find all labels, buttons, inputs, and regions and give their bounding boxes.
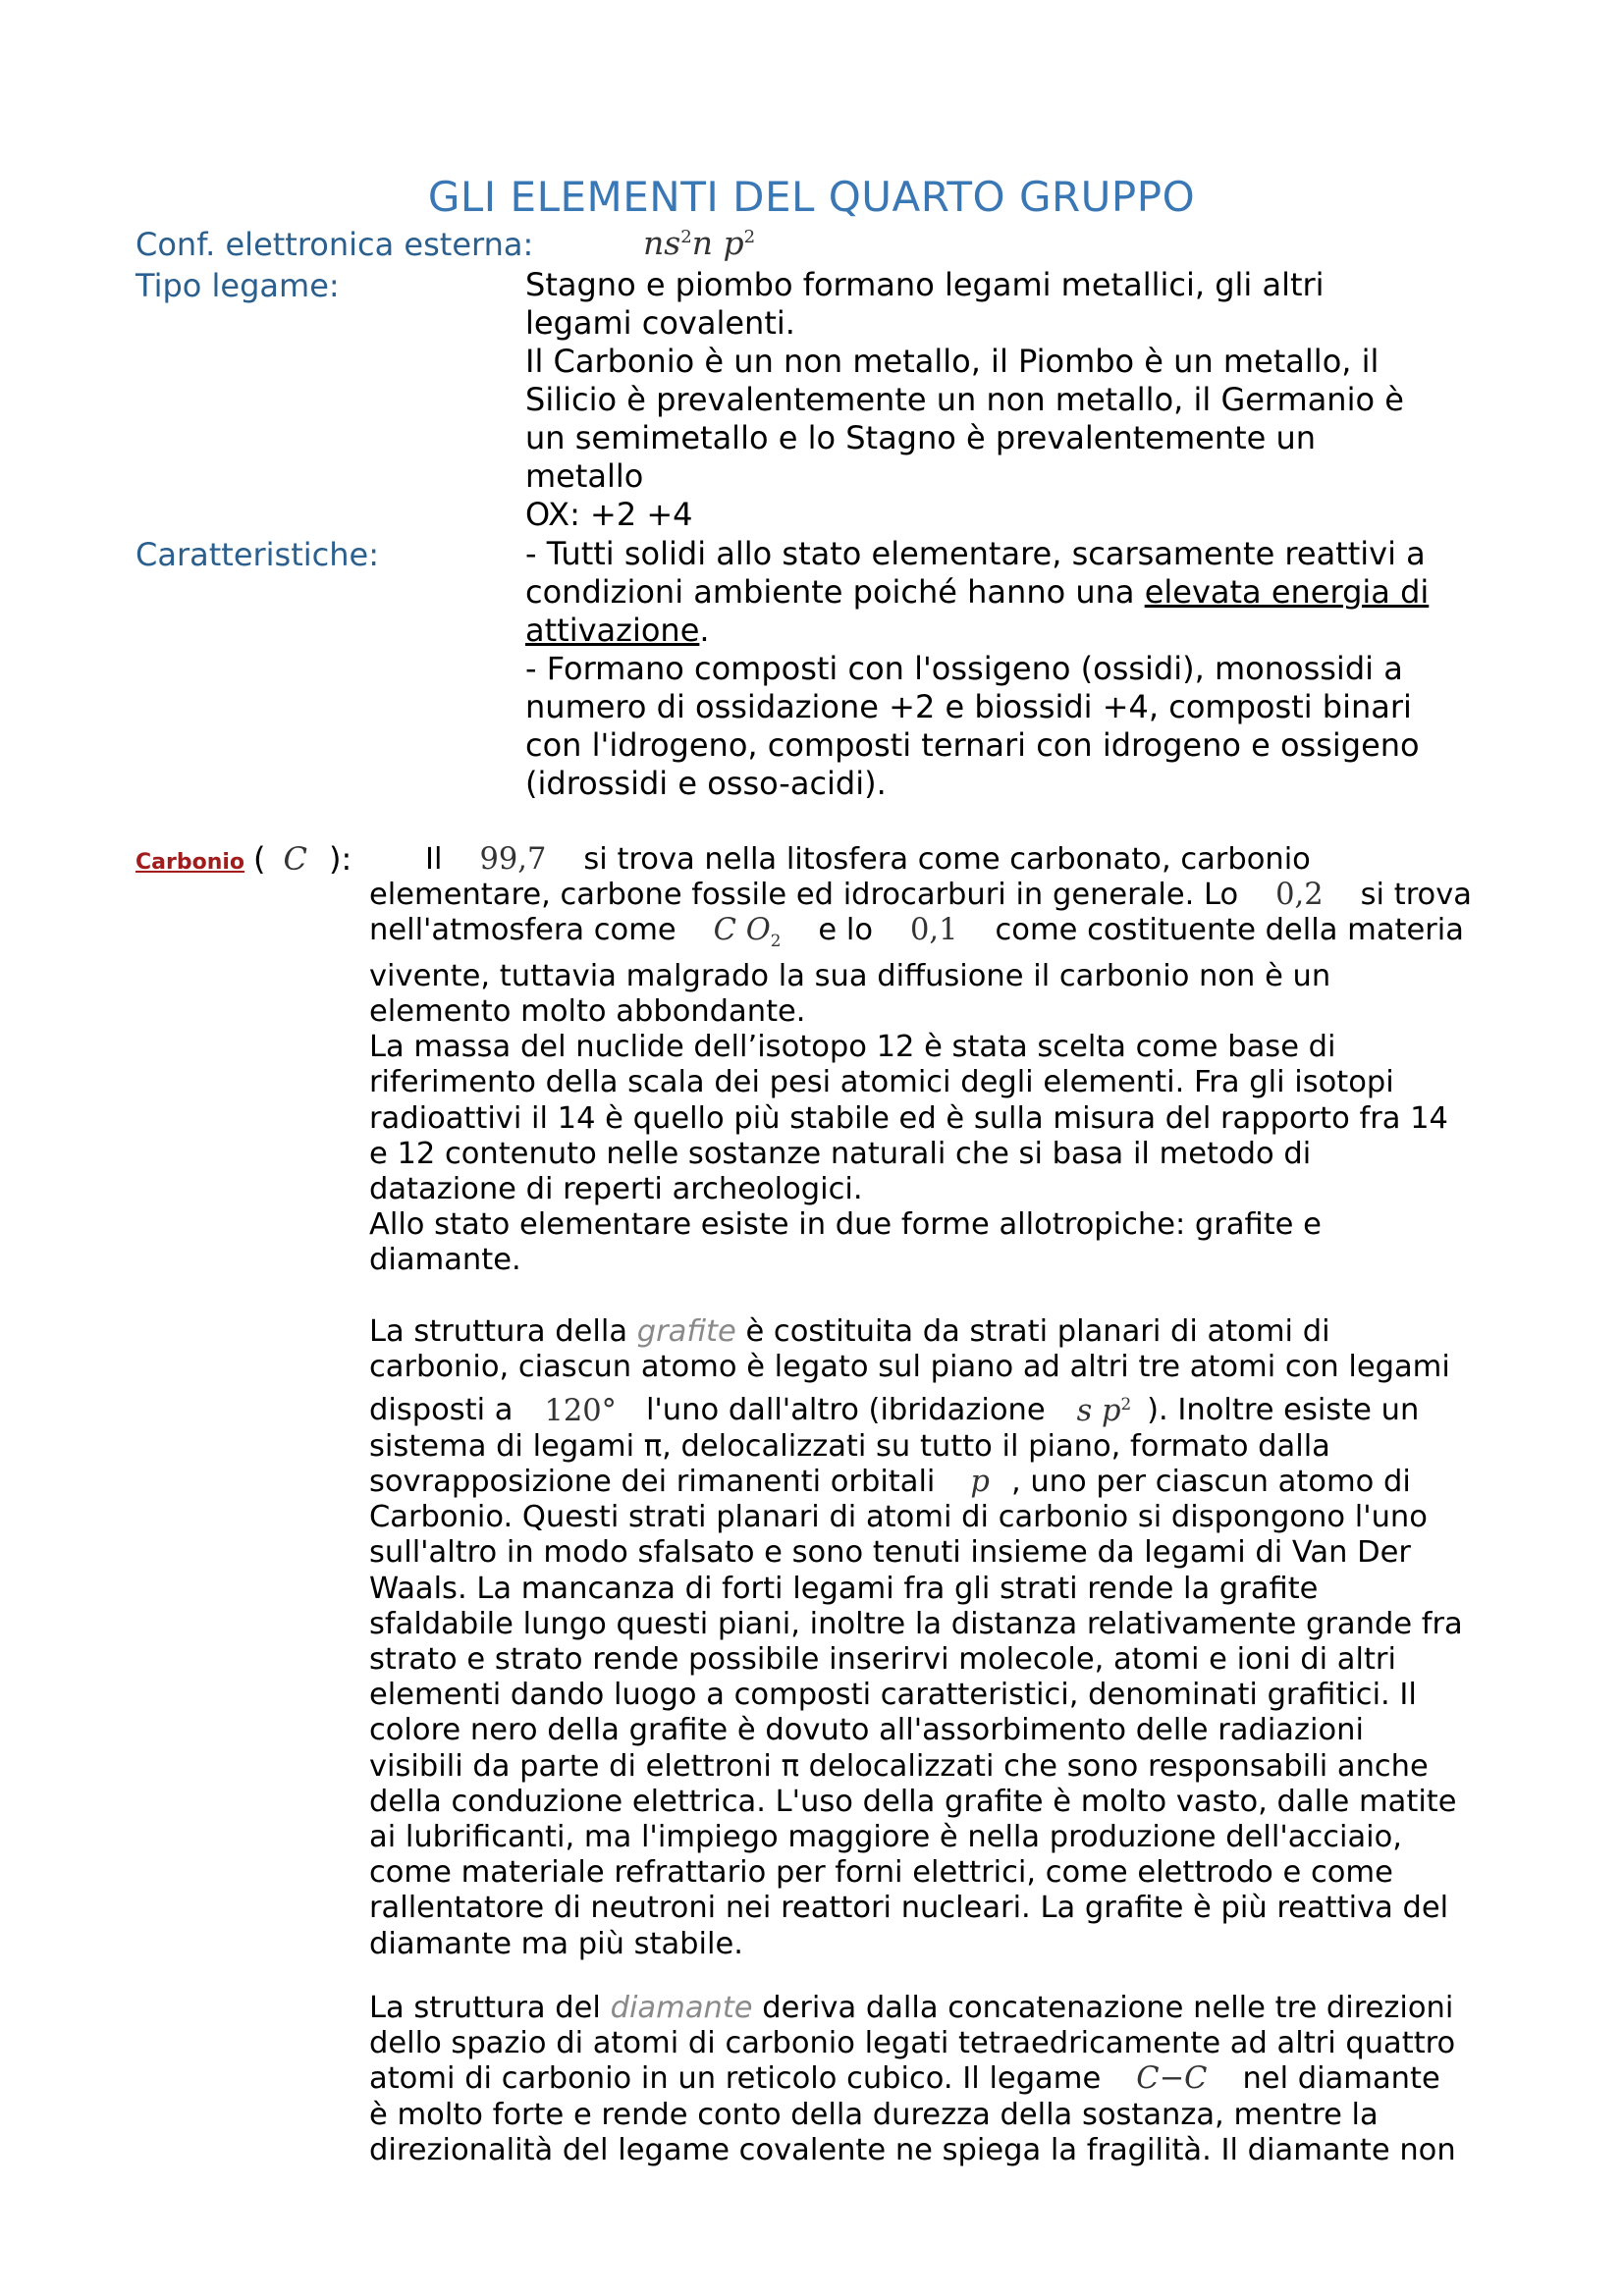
tipo-text (525, 266, 1488, 534)
caratt-label: Caratteristiche: (135, 536, 379, 573)
underlined-term: elevata energia di (1144, 573, 1430, 611)
grafite-paragraph: La struttura della grafite è costituita da strati planari di atomi di carbonio, ciascun atomo è legato sul piano ad altri tre atomi con legami disposti a 120° l'uno dall'altro (ibridazione s $p^2$ ). Inoltre esiste un sistema di legami π, delocalizzati su tutto il piano, formato dalla sovrapposizione dei rimanenti orbitali p , uno per ciascun atomo di Carbonio. Questi strati planari di atomi di carbonio si dispongono l'uno sull'altro in modo sfalsato e sono tenuti insieme da legami di Van Der Waals. La mancanza di forti legami fra gli strati rende la grafite sfaldabile lungo questi piani, inoltre la distanza relativamente grande fra strato e strato rende possibile inserirvi molecole, atomi e ioni di altri elementi dando luogo a composti caratteristici, denominati grafitici. Il colore nero della grafite è dovuto all'assorbimento delle radiazioni visibili da parte di elettroni π delocalizzati che sono responsabili anche della conduzione elettrica. L'uso della grafite è molto vasto, dalle matite ai lubrificanti, ma l'impiego maggiore è nella produzione dell'acciaio, come materiale refrattario per forni elettrici, come elettrodo e come rallentatore di neutroni nei reattori nucleari. La grafite è più reattiva del diamante ma più stabile. (369, 1314, 1463, 1961)
tipo-label: Tipo legame: (135, 267, 340, 304)
carbonio-text: Il 99,7 si trova nella litosfera come carbonato, carbonio elementare, carbone fossile ed idrocarburi in generale. Lo 0,2 si trova nell'atmosfera come C $O_2$ e lo 0,1 come costituente della materia vivente, tuttavia malgrado la sua diffusione il carbonio non è un elemento molto abbondante. La massa del nuclide dell’isotopo 12 è stata scelta come base di riferimento della scala dei pesi atomici degli elementi. Fra gli isotopi radioattivi il 14 è quello più stabile ed è sulla misura del rapporto fra 14 e 12 contenuto nelle sostanze naturali che si basa il metodo di datazione di reperti archeologici. Allo stato elementare esiste in due forme allotropiche: grafite e diamante. (369, 842, 1472, 1278)
tipo-line: Stagno e piombo formano legami metallici, gli altri (525, 266, 1325, 303)
page-title: GLI ELEMENTI DEL QUARTO GRUPPO (427, 173, 1196, 221)
diamante-term: diamante (610, 1991, 753, 2025)
grafite-term: grafite (636, 1314, 736, 1349)
carbonio-link[interactable]: Carbonio (135, 850, 245, 875)
tipo-line: Silicio è prevalentemente un non metallo, il Germanio è (525, 381, 1404, 418)
carbonio-symbol: ( C ): (253, 840, 352, 878)
diamante-paragraph: La struttura del diamante deriva dalla concatenazione nelle tre direzioni dello spazio di atomi di carbonio legati tetraedricamente ad altri quattro atomi di carbonio in un reticolo cubico. Il legame C−C nel diamante è molto forte e rende conto della durezza della sostanza, mentre la direzionalità del legame covalente ne spiega la fragilità. Il diamante non (369, 1991, 1456, 2167)
tipo-line: metallo (525, 457, 644, 495)
tipo-line: OX: +2 +4 (525, 496, 693, 533)
underlined-term: attivazione (525, 612, 700, 649)
tipo-line: un semimetallo e lo Stagno è prevalentemente un (525, 419, 1317, 456)
co2-formula: C $O_2$ (713, 913, 782, 951)
caratt-text: - Tutti solidi allo stato elementare, scarsamente reattivi a condizioni ambiente poiché hanno una elevata energia di attivazione. - Formano composti con l'ossigeno (ossidi), monossidi a numero di ossidazione +2 e biossidi +4, composti binari con l'idrogeno, composti ternari con idrogeno e ossigeno (idrossidi e osso-acidi). (525, 535, 1430, 802)
tipo-line: legami covalenti. (525, 304, 795, 342)
conf-formula: $ns^2n$ $p^2$ (643, 224, 756, 262)
tipo-line: Il Carbonio è un non metallo, il Piombo è un metallo, il (525, 343, 1380, 380)
conf-label: Conf. elettronica esterna: (135, 226, 534, 263)
sp2-formula: s $p^2$ (1076, 1393, 1132, 1428)
